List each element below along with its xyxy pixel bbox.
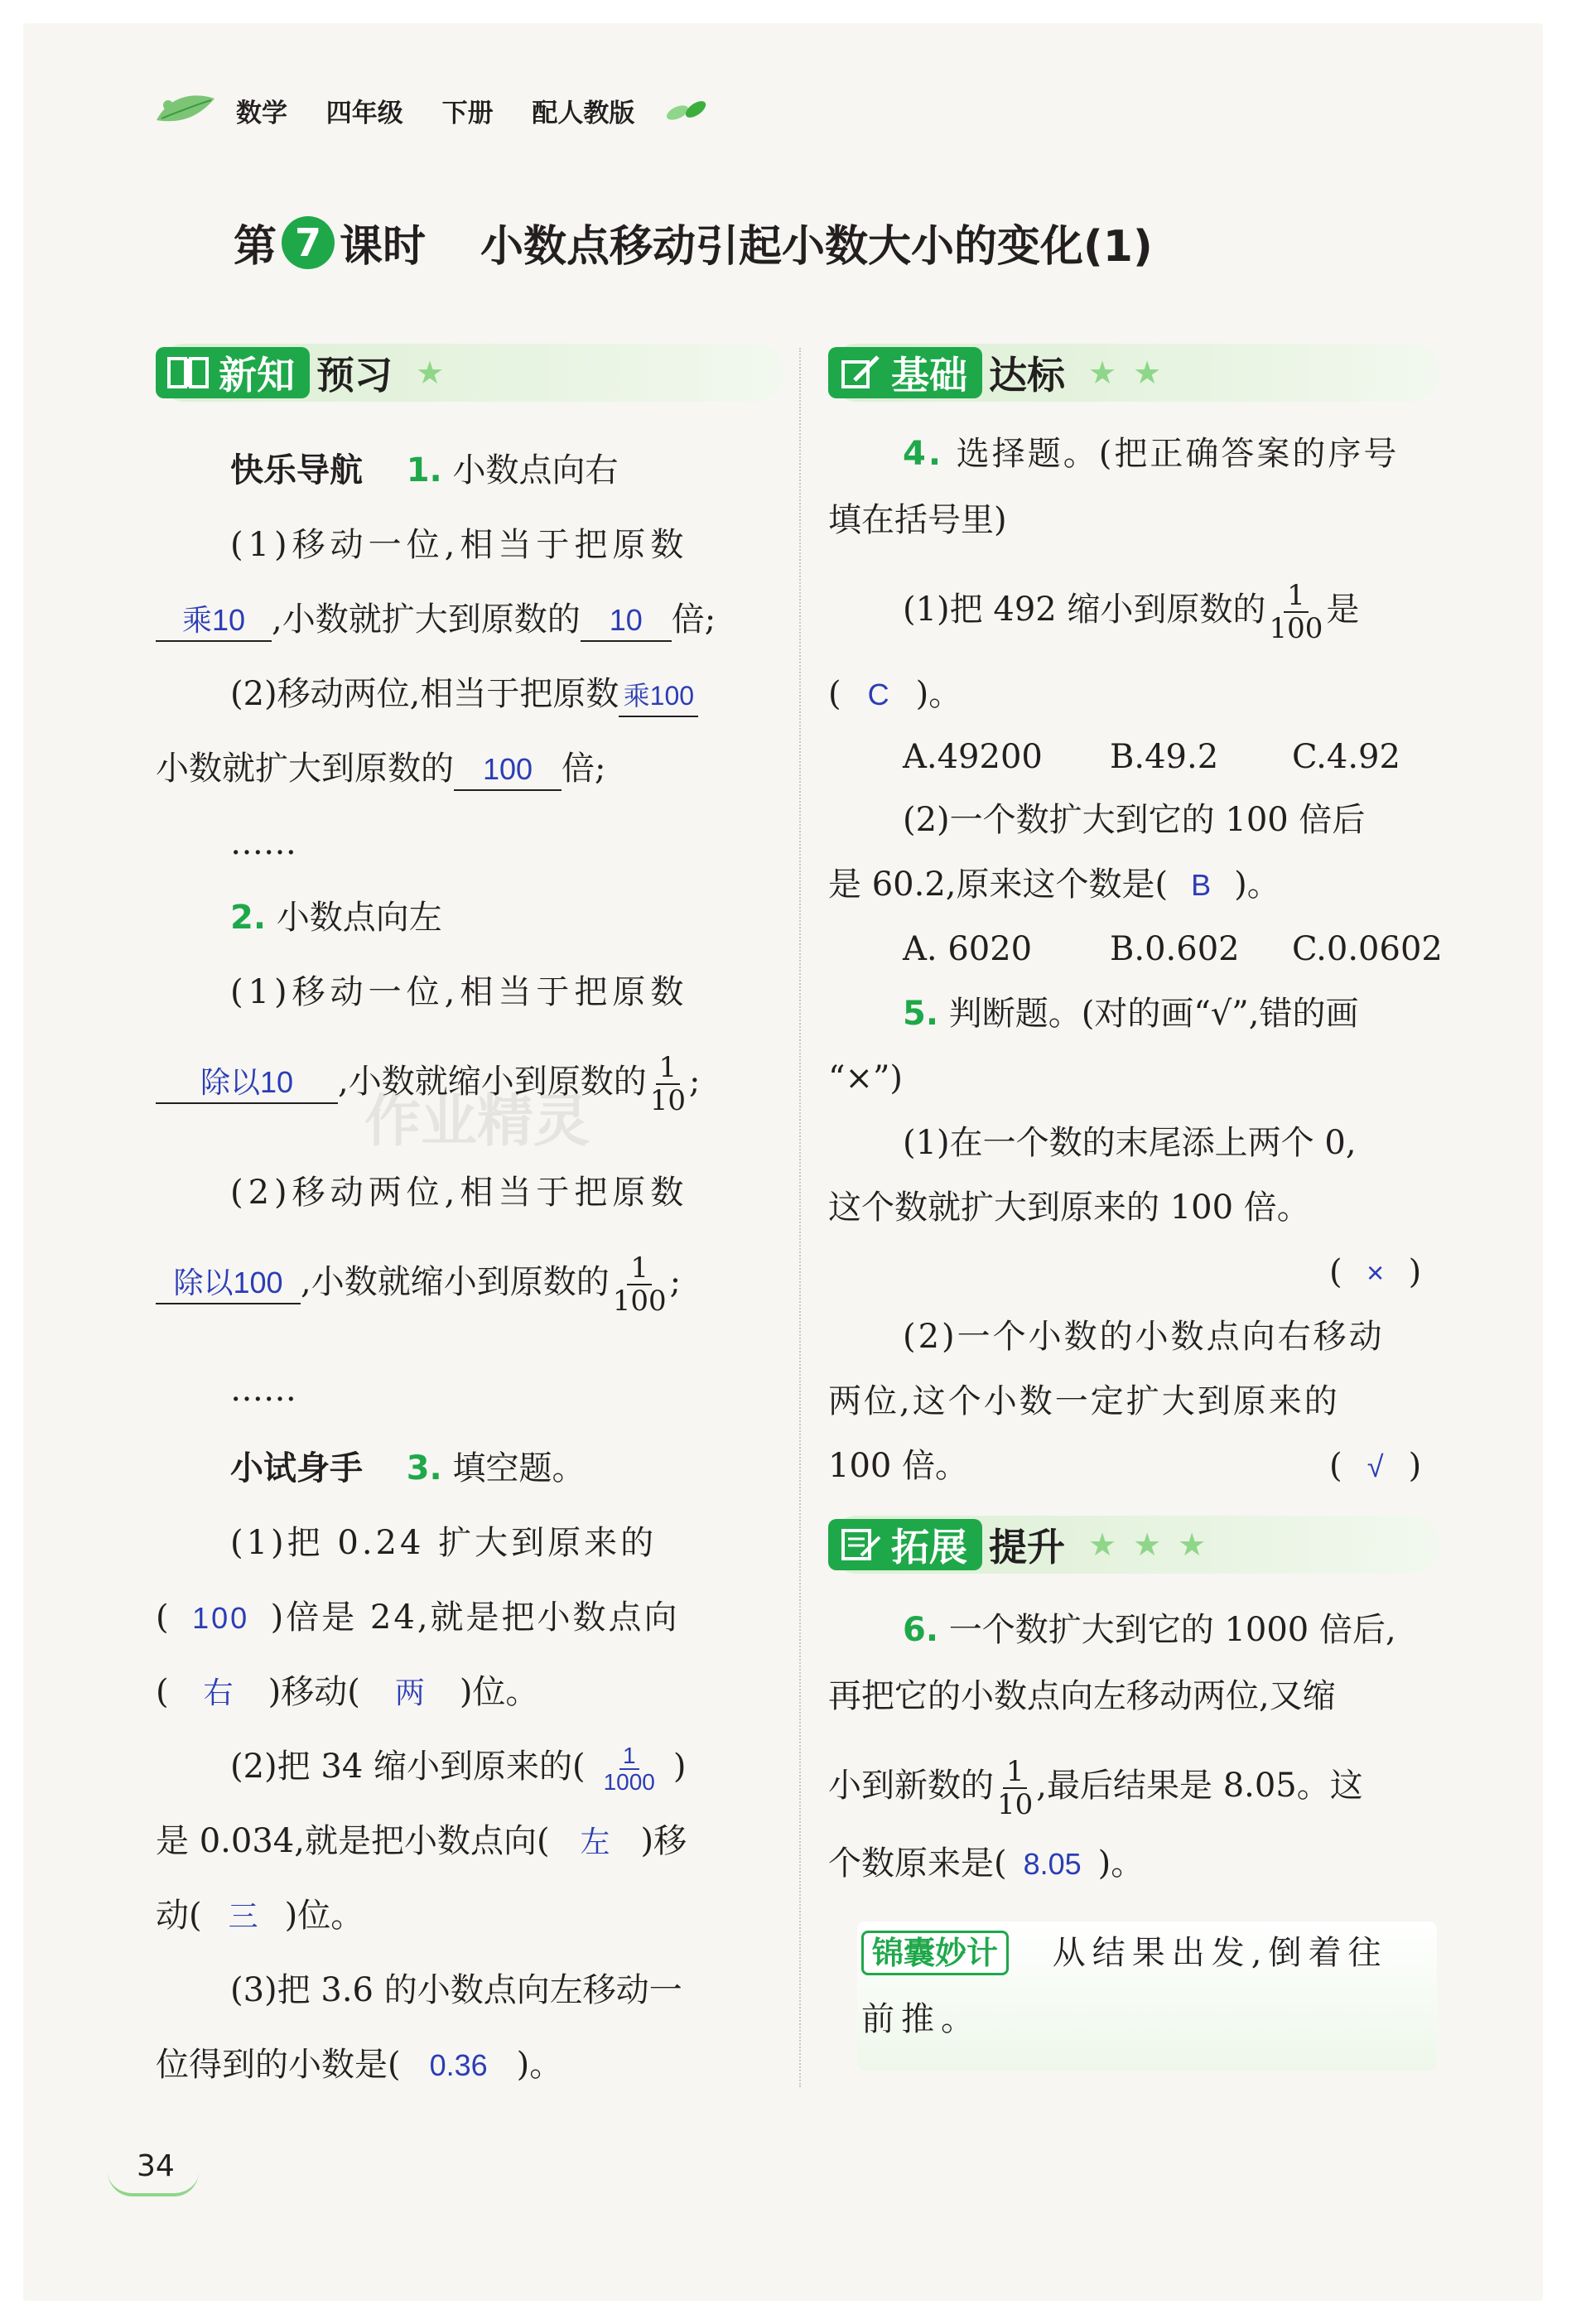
section-basic-tag: 基础: [828, 347, 982, 398]
q2-s2-line1: (2)移动两位,相当于把原数: [230, 1174, 689, 1212]
q3-p2-line3: 动( 三 )位。: [156, 1892, 364, 1940]
answer-fraction: $\frac{1}{1000}$: [603, 1743, 655, 1795]
answer-blank: 除以10: [156, 1063, 338, 1104]
section-extend-tag2: 提升: [989, 1525, 1065, 1569]
q1-s2-line1: (2)移动两位,相当于把原数 乘100: [230, 671, 698, 717]
option-c: C.0.0602: [1292, 930, 1443, 968]
answer-blank: 100: [454, 750, 562, 791]
fraction: $\frac{1}{10}$: [649, 1051, 686, 1117]
q1-ellipsis: ……: [230, 824, 296, 862]
answer-text: B: [1191, 868, 1212, 902]
page-header: [153, 87, 709, 133]
answer-text: 左: [580, 1825, 610, 1859]
answer-blank: 乘100: [619, 676, 698, 717]
section-extend-bar: [828, 1516, 1441, 1574]
header-info: [236, 92, 664, 129]
q6-line3: 小到新数的 $\frac{1}{10}$ ,最后结果是 8.05。这: [828, 1755, 1363, 1821]
q6-line1: 6. 一个数扩大到它的 1000 倍后,: [903, 1611, 1396, 1649]
q1-s1-line2: 乘10 ,小数就扩大到原数的 10 倍;: [156, 596, 716, 643]
fraction: $\frac{1}{100}$: [1269, 579, 1323, 645]
lesson-number: 7: [282, 216, 335, 269]
leaves-icon: [664, 98, 709, 123]
option-b: B.49.2: [1110, 738, 1219, 776]
notebook-icon: [838, 1526, 883, 1564]
q5-heading-line2: “×”): [828, 1059, 904, 1097]
q3-p1-line1: (1)把 0.24 扩大到原来的: [230, 1524, 658, 1562]
fraction: $\frac{1}{100}$: [612, 1251, 667, 1318]
answer-text: 8.05: [1023, 1847, 1082, 1881]
lesson-prefix: 第: [234, 222, 277, 272]
tip-line2: 前推。: [861, 2000, 981, 2038]
section-extend-stars: ★★★: [1088, 1526, 1223, 1563]
q3-p2-line1: (2)把 34 缩小到原来的( $\frac{1}{1000}$ ): [230, 1743, 687, 1795]
answer-text: C: [867, 677, 889, 711]
q3-p3-line1: (3)把 3.6 的小数点向左移动一: [230, 1971, 682, 2009]
q4-p2-line1: (2)一个数扩大到它的 100 倍后: [903, 801, 1366, 839]
answer-text: 100: [192, 1601, 250, 1635]
lesson-title: [234, 211, 1153, 273]
header-edition: 配人教版: [532, 98, 635, 128]
q4-heading: 4. 选择题。(把正确答案的序号: [903, 435, 1400, 473]
fraction: $\frac{1}{10}$: [997, 1755, 1034, 1821]
q5-p2-line1: (2)一个小数的小数点向右移动: [903, 1318, 1385, 1356]
answer-blank: 乘10: [156, 600, 272, 642]
option-c: C.4.92: [1292, 738, 1400, 776]
leaf-bird-icon: [153, 87, 218, 133]
q2-heading: 2. 小数点向左: [230, 899, 442, 937]
section-extend-tag: 拓展: [828, 1519, 982, 1570]
answer-text: ×: [1367, 1256, 1385, 1290]
answer-text: √: [1367, 1449, 1384, 1483]
section-preview-stars: ★: [416, 354, 461, 391]
header-volume: 下册: [441, 98, 494, 128]
q5-p1-judgement: ( × ): [1329, 1249, 1421, 1296]
answer-text: 0.36: [429, 2048, 488, 2082]
page-number: 34: [137, 2149, 175, 2183]
q4-p2-line2: 是 60.2,原来这个数是( B )。: [828, 861, 1280, 909]
watermark: 作业精灵: [364, 1089, 590, 1155]
q4-heading-line2: 填在括号里): [828, 501, 1007, 539]
q6-line4: 个数原来是( 8.05 )。: [828, 1840, 1144, 1888]
q6-line2: 再把它的小数点向左移动两位,又缩: [828, 1677, 1336, 1715]
section-basic-stars: ★★: [1088, 354, 1179, 391]
answer-text: 两: [394, 1675, 425, 1709]
lesson-suffix: 课时: [340, 222, 427, 272]
q4-p1-line1: (1)把 492 缩小到原数的 $\frac{1}{100}$ 是: [903, 579, 1360, 645]
q5-p1-line2: 这个数就扩大到原来的 100 倍。: [828, 1189, 1310, 1227]
q1-heading: 快乐导航 1. 小数点向右: [230, 451, 619, 489]
header-subject: 数学: [236, 98, 287, 128]
section-basic-bar: [828, 344, 1441, 402]
q3-p1-line3: ( 右 )移动( 两 )位。: [156, 1669, 538, 1716]
tip-label: 锦囊妙计: [861, 1931, 1009, 1975]
lesson-main-title: 小数点移动引起小数大小的变化(1): [480, 222, 1153, 272]
answer-blank: 10: [581, 600, 672, 642]
q4-p2-options: [903, 926, 1443, 972]
q5-p1-line1: (1)在一个数的末尾添上两个 0,: [903, 1124, 1357, 1162]
q2-s1-line1: (1)移动一位,相当于把原数: [230, 973, 689, 1011]
q3-heading: 小试身手 3. 填空题。: [230, 1449, 586, 1487]
q4-p1-line2: ( C )。: [828, 671, 962, 718]
answer-blank: 除以100: [156, 1263, 301, 1304]
answer-text: 三: [228, 1899, 258, 1933]
q2-s1-line2: 除以10 ,小数就缩小到原数的 $\frac{1}{10}$ ;: [156, 1052, 700, 1116]
q2-ellipsis: ……: [230, 1371, 296, 1409]
pencil-icon: [838, 354, 883, 392]
section-basic-tag2: 达标: [989, 353, 1065, 398]
section-preview-bar: [156, 344, 785, 402]
q3-p2-line2: 是 0.034,就是把小数点向( 左 )移: [156, 1818, 687, 1865]
option-a: A.49200: [903, 738, 1043, 776]
tip-line1: 锦囊妙计 从结果出发,倒着往: [861, 1930, 1387, 1976]
book-icon: [166, 354, 210, 392]
section-preview-tag: 新知: [156, 347, 310, 398]
column-divider: [799, 348, 801, 2087]
q5-p2-line2: 两位,这个小数一定扩大到原来的: [828, 1382, 1340, 1420]
q5-heading: 5. 判断题。(对的画“√”,错的画: [903, 995, 1359, 1033]
q2-s2-line2: 除以100 ,小数就缩小到原数的 $\frac{1}{100}$ ;: [156, 1252, 681, 1317]
q1-s1-line1: (1)移动一位,相当于把原数: [230, 526, 689, 564]
q1-s2-line2: 小数就扩大到原数的 100 倍;: [156, 745, 605, 792]
option-a: A. 6020: [903, 930, 1033, 968]
option-b: B.0.602: [1110, 930, 1240, 968]
q3-p3-line2: 位得到的小数是( 0.36 )。: [156, 2042, 562, 2089]
answer-text: 右: [203, 1675, 234, 1709]
header-grade: 四年级: [325, 98, 403, 128]
q4-p1-options: [903, 734, 1400, 780]
q5-p2-line3: 100 倍。 ( √ ): [828, 1443, 1441, 1489]
q3-p1-line2: ( 100 )倍是 24,就是把小数点向: [156, 1594, 680, 1642]
section-preview-tag2: 预习: [316, 353, 393, 398]
